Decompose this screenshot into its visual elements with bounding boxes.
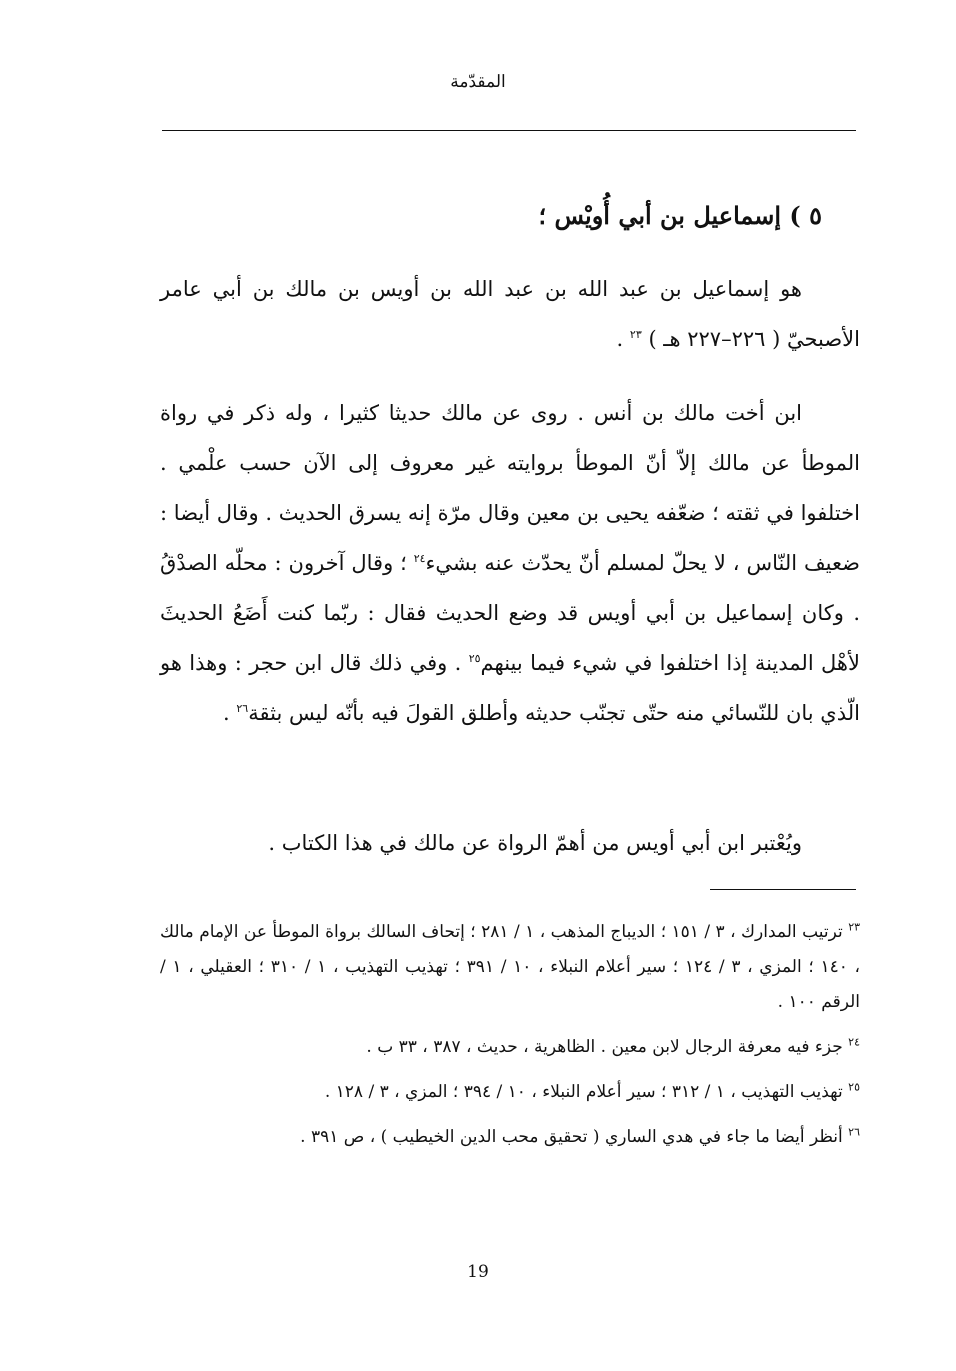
paragraph-2-part-a: ابن أخت مالك بن أنس . روى عن مالك حديثا كثيرا ، وله ذكر في رواة الموطأ عن مالك إلاّ أنّ الموطأ بروايته غير معروف إلى الآن حسب علْمي . اختلفوا في ثقته ؛ ضعّفه يحيى بن معين وقال مرّة إنه يسرق الحديث . وقال أيضا : ضعيف النّاس ، لا يحلّ لمسلم أنّ يحدّث عنه بشيء: [160, 401, 860, 575]
footnote-text: تهذيب التهذيب ، ١ / ٣١٢ ؛ سير أعلام النبلاء ، ١٠ / ٣٩٤ ؛ المزي ، ٣ / ١٢٨ .: [324, 1082, 843, 1102]
footnote: [160, 1075, 860, 1110]
footnote-ref-24: ٢٤: [413, 552, 426, 565]
footnote: [160, 915, 860, 1020]
footnote-ref-23: ٢٣: [629, 328, 642, 341]
footnote-rule: [710, 889, 856, 890]
paragraph-2-part-c: . وفي ذلك قال ابن حجر : وهذا هو الّذي بان للنّسائي منه حتّى تجنّب حديثه وأطلق القولَ فيه بأنّه ليس بثقة: [160, 651, 860, 725]
paragraph-2-part-b: ؛ وقال آخرون : محلّه الصدْقُ . وكان إسماعيل بن أبي أويس قد وضع الحديث فقال : ربّما كنت أَضَعُ الحديثَ لأهْل المدينة إذا اختلفوا في شيء فيما بينهم: [160, 551, 860, 675]
footnote-ref-25: ٢٥: [468, 652, 481, 665]
paragraph-1-end: .: [616, 327, 624, 351]
paragraph-1-text: هو إسماعيل بن عبد الله بن عبد الله بن أويس بن مالك بن أبي عامر الأصبحيّ ( ٢٢٦–٢٢٧ هـ ): [160, 277, 860, 351]
page-number: 19: [467, 1262, 489, 1282]
footnotes: [160, 915, 860, 1165]
header-rule: [162, 130, 856, 131]
footnote-number: ٢٥: [848, 1080, 860, 1094]
paragraph-3: ويُعْتبر ابن أبي أويس من أهمّ الرواة عن مالك في هذا الكتاب .: [268, 831, 802, 855]
paragraph-2: [160, 388, 860, 738]
footnote-ref-26: ٢٦: [236, 702, 249, 715]
footnote: [160, 1030, 860, 1065]
footnote-text: أنظر أيضا ما جاء في هدي الساري ( تحقيق محب الدين الخيطيب ) ، ص ٣٩١ .: [300, 1127, 843, 1147]
paragraph-2-end: .: [223, 701, 237, 725]
footnote-text: ترتيب المدارك ، ٣ / ١٥١ ؛ الديباج المذهب ، ١ / ٢٨١ ؛ إتحاف السالك برواة الموطأ عن الإمام مالك ، ١٤٠ ؛ المزي ، ٣ / ١٢٤ ؛ سير أعلام النبلاء ، ١٠ / ٣٩١ ؛ تهذيب التهذيب ، ١ / ٣١٠ ؛ العقيلي ، ١ /الرقم ١٠٠ .: [160, 922, 860, 1012]
section-title: ٥ ) إسماعيل بن أبي أُويْس ؛: [538, 201, 822, 230]
footnote: [160, 1120, 860, 1155]
footnote-number: ٢٣: [848, 920, 861, 934]
running-title: المقدّمة: [450, 72, 506, 92]
footnote-text: جزء فيه معرفة الرجال لابن معين . الظاهرية ، حديث ، ٣٨٧ ، ٣٣ ب .: [366, 1037, 843, 1057]
footnote-number: ٢٤: [848, 1035, 860, 1049]
footnote-number: ٢٦: [848, 1125, 860, 1139]
paragraph-1: [160, 264, 860, 364]
